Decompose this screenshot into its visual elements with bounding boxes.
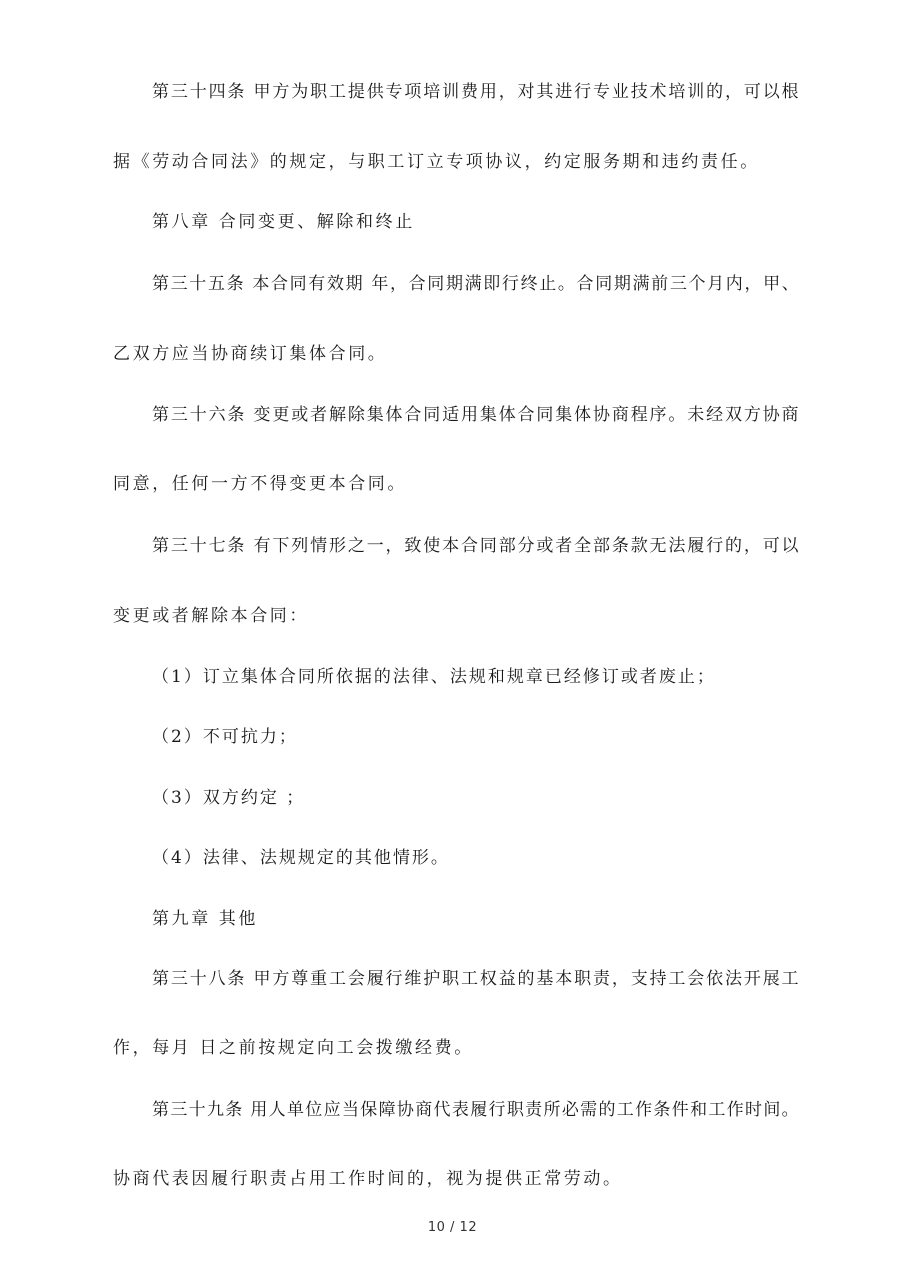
article-35-line-1: 第三十五条 本合同有效期 年，合同期满即行终止。合同期满前三个月内，甲、 [152, 274, 801, 294]
article-38-line-1: 第三十八条 甲方尊重工会履行维护职工权益的基本职责，支持工会依法开展工 [152, 969, 801, 989]
page-number: 10 / 12 [427, 1220, 478, 1235]
article-39-line-2: 协商代表因履行职责占用工作时间的，视为提供正常劳动。 [113, 1169, 623, 1189]
article-37-line-2: 变更或者解除本合同： [113, 606, 309, 626]
chapter-9-heading: 第九章 其他 [152, 909, 259, 929]
article-34-line-2: 据《劳动合同法》的规定，与职工订立专项协议，约定服务期和违约责任。 [113, 152, 760, 172]
list-item: （3）双方约定 ； [152, 788, 306, 808]
article-34-line-1: 第三十四条 甲方为职工提供专项培训费用，对其进行专业技术培训的，可以根 [152, 82, 801, 102]
article-38-line-2: 作，每月 日之前按规定向工会拨缴经费。 [113, 1038, 474, 1058]
list-item: （4）法律、法规规定的其他情形。 [152, 848, 450, 868]
chapter-8-heading: 第八章 合同变更、解除和终止 [152, 212, 415, 232]
article-35-line-2: 乙双方应当协商续订集体合同。 [113, 344, 388, 364]
article-36-line-1: 第三十六条 变更或者解除集体合同适用集体合同集体协商程序。未经双方协商 [152, 405, 801, 425]
list-item: （1）订立集体合同所依据的法律、法规和规章已经修订或者废止； [152, 667, 716, 687]
list-item: （2）不可抗力； [152, 727, 298, 747]
article-36-line-2: 同意，任何一方不得变更本合同。 [113, 474, 407, 494]
article-37-line-1: 第三十七条 有下列情形之一，致使本合同部分或者全部条款无法履行的，可以 [152, 536, 801, 556]
article-39-line-1: 第三十九条 用人单位应当保障协商代表履行职责所必需的工作条件和工作时间。 [152, 1100, 801, 1120]
